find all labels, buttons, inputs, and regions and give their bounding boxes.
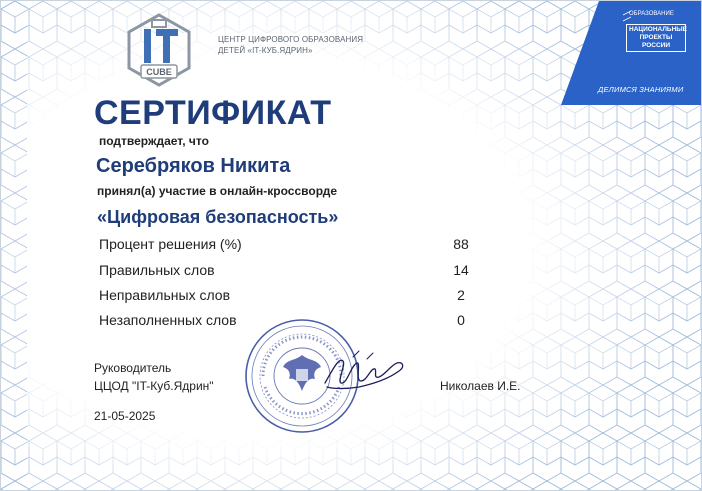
svg-text:CUBE: CUBE [146,67,172,77]
organization-name-line2: ДЕТЕЙ «IT-КУБ.ЯДРИН» [218,46,313,55]
signatory-role: Руководитель [94,361,172,375]
participation-text: принял(а) участие в онлайн-кроссворде [97,184,338,198]
stat-label-percent: Процент решения (%) [99,236,242,252]
badge-label: ОБРАЗОВАНИЕ [629,11,674,17]
organization-name-line1: ЦЕНТР ЦИФРОВОГО ОБРАЗОВАНИЯ [218,35,364,44]
signatory-organization: ЦЦОД "IT-Куб.Ядрин" [94,379,214,393]
stat-label-correct: Правильных слов [99,262,215,278]
certificate-title: СЕРТИФИКАТ [94,94,332,132]
badge-project: НАЦИОНАЛЬНЫЕ ПРОЕКТЫ РОССИИ [626,24,686,52]
event-name: «Цифровая безопасность» [97,207,339,227]
stat-label-unfilled: Незаполненных слов [99,312,237,328]
it-cube-logo [125,13,193,91]
stat-value-percent: 88 [453,236,469,252]
stat-value-correct: 14 [453,262,469,278]
stat-value-unfilled: 0 [457,312,465,328]
stat-value-incorrect: 2 [457,287,465,303]
signatory-name: Николаев И.Е. [440,379,521,393]
issue-date: 21-05-2025 [94,409,156,423]
stat-label-incorrect: Неправильных слов [99,287,231,303]
organization-name [218,34,388,56]
badge-slogan: ДЕЛИМСЯ ЗНАНИЯМИ [598,85,684,94]
certificate-subtitle: подтверждает, что [99,134,209,148]
signature [319,347,409,395]
recipient-name: Серебряков Никита [96,155,291,177]
